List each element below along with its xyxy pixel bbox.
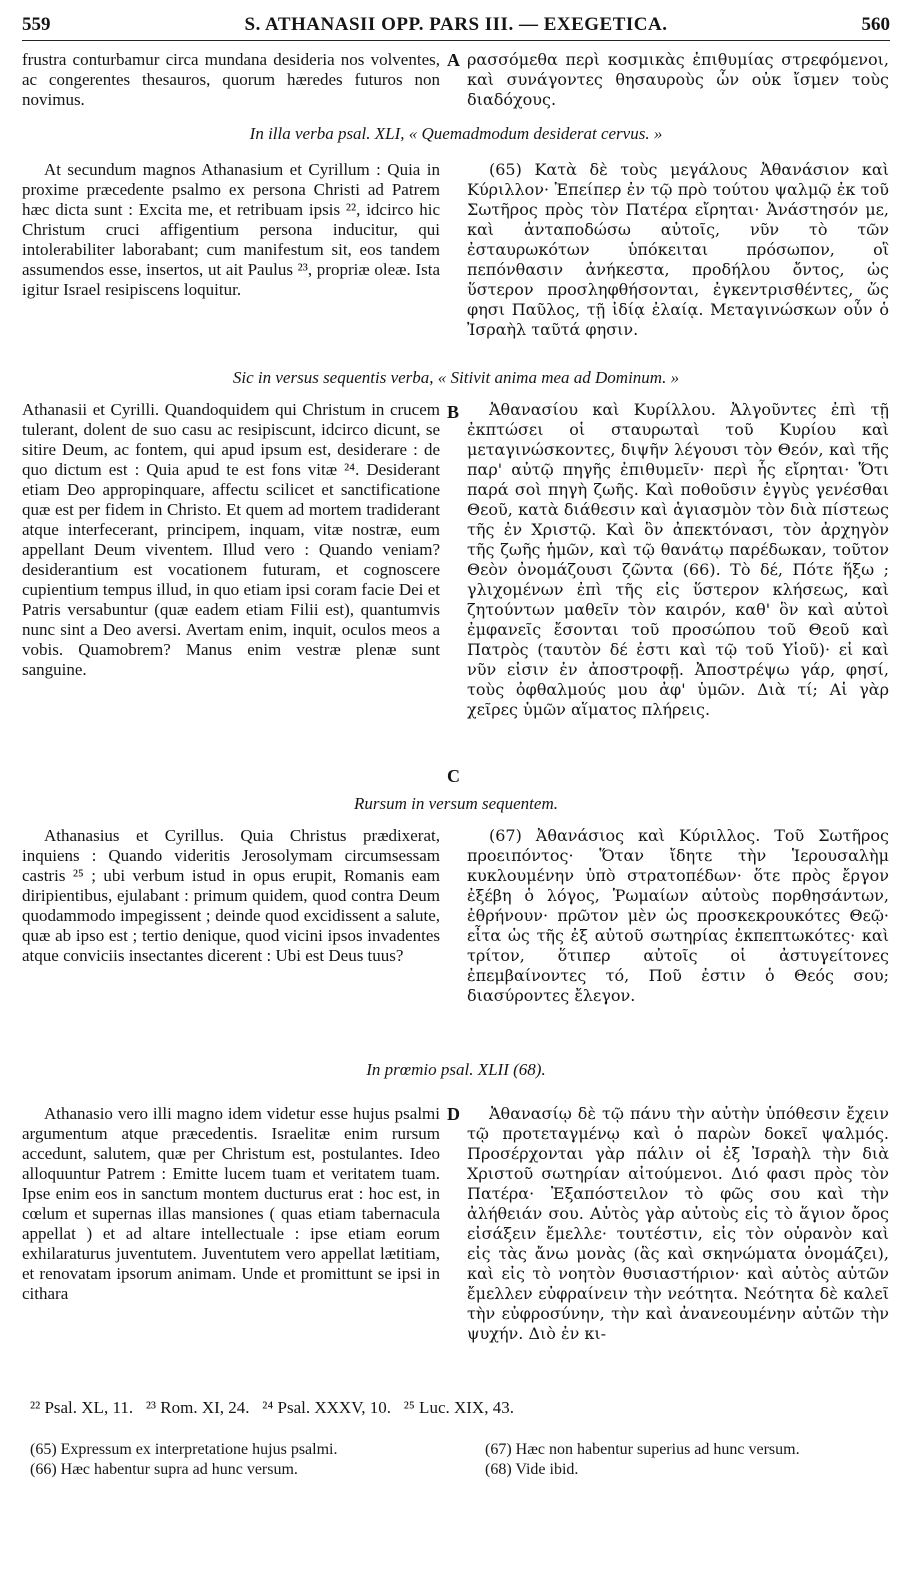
greek-section-4 <box>467 1104 889 1344</box>
greek-continuation <box>467 50 889 110</box>
running-title: S. ATHANASII OPP. PARS III. — EXEGETICA. <box>244 14 668 35</box>
greek-section-3 <box>467 826 889 1006</box>
latin-section-2 <box>22 400 440 680</box>
margin-marker-a: A <box>447 50 460 70</box>
greek-section-2 <box>467 400 889 720</box>
latin-paragraph: frustra conturbamur circa mundana desideria nos volventes, ac congerentes thesauros, quorum hæredes futuros non novimus. <box>22 50 440 109</box>
section-heading: In illa verba psal. XLI, « Quemadmodum desiderat cervus. » <box>249 124 663 143</box>
footnotes-right <box>485 1440 890 1480</box>
footnote-68: (68) Vide ibid. <box>485 1461 579 1478</box>
footnote-67: (67) Hæc non habentur superius ad hunc versum. <box>485 1441 800 1458</box>
running-header <box>22 14 890 41</box>
section-heading: In prœmio psal. XLII (68). <box>366 1060 546 1079</box>
page-number-right: 560 <box>861 14 890 35</box>
scripture-references: ²² Psal. XL, 11. ²³ Rom. XI, 24. ²⁴ Psal. XXXV, 10. ²⁵ Luc. XIX, 43. <box>30 1398 514 1417</box>
footnote-65: (65) Expressum ex interpretatione hujus psalmi. <box>30 1441 338 1458</box>
greek-paragraph: ρασσόμεθα περὶ κοσμικὰς ἐπιθυμίας στρεφόμενοι, καὶ συνάγοντες θησαυροὺς ὧν οὐκ ἴσμεν τοὺς διαδόχους. <box>467 50 889 109</box>
latin-paragraph: At secundum magnos Athanasium et Cyrillum : Quia in proxime præcedente psalmo ex persona Christi ad Patrem hæc dicta sunt : Excita me, et retribuam ipsis ²², idcirco hic Christum cruci affigentium persona inducitur, qui intolerabiliter laborabant; cum manifestum sit, eos tandem assumendos esse, insertos, ut ait Paulus ²³, propriæ oleæ. Ista igitur Israel resipiscens loquitur. <box>22 160 440 299</box>
latin-paragraph: Athanasii et Cyrilli. Quandoquidem qui Christum in crucem tulerant, dolent de suo casu ac resipiscunt, idcirco dicunt, se sitire Deum, ac fontem, qui apud ipsum est, desiderare : de quo dictum est : Quia apud te est fons vitæ ²⁴. Desiderant etiam Deo appropinquare, affectu scilicet et sanctificatione quæ est per fidem in Christo. Et quem ad mortem tradiderant atque interfecerant, principem, inquam, vitæ nostræ, eum appellant Deum viventem. Illud vero : Quando veniam? desiderantium est vocationem futuram, et cognoscere cupientium tempus illud, in quo etiam ipsi coram facie Dei et Patris versabuntur (quæ eadem etiam Filii est), quantumvis nunc sint a Deo aversi. Avertam enim, inquit, oculos meos a vobis. Quamobrem? Manus enim vestræ plenæ sunt sanguine. <box>22 400 440 679</box>
latin-section-4 <box>22 1104 440 1304</box>
footnote-66: (66) Hæc habentur supra ad hunc versum. <box>30 1461 298 1478</box>
margin-marker-d: D <box>447 1104 460 1124</box>
footnotes-left <box>30 1440 450 1480</box>
latin-paragraph: Athanasius et Cyrillus. Quia Christus prædixerat, inquiens : Quando videritis Jerosolymam circumsessam castris ²⁵ ; ubi verbum istud in opus erupit, Romanis eam diripientibus, ejulabant : primum quidem, quod contra Deum quodammodo impegissent ; deinde quod excidissent a salute, quæ ab ipso est ; tertio denique, quod vicini ipsos invadentes atque conviciis insectantes dicerent : Ubi est Deus tuus? <box>22 826 440 965</box>
section-heading: Sic in versus sequentis verba, « Sitivit anima mea ad Dominum. » <box>232 368 680 387</box>
latin-continuation <box>22 50 440 110</box>
greek-paragraph: Ἀθανασίου καὶ Κυρίλλου. Ἀλγοῦντες ἐπὶ τῇ ἐκπτώσει οἱ σταυρωταὶ τοῦ Κυρίου καὶ μεταγινώσκοντες, διψῆν λέγουσι τὸν Θεόν, καὶ τῆς παρ' αὐτῷ πηγῆς ἐπιθυμεῖν· περὶ ἧς εἴρηται· Ὅτι παρά σοὶ πηγὴ ζωῆς. Καὶ ποθοῦσιν ἐγγὺς γενέσθαι Θεοῦ, κατὰ διάθεσιν καὶ ἁγιασμὸν τὸν διὰ πίστεως τῆς ἐν Χριστῷ. Καὶ ὃν ἀπεκτόνασι, τὸν ἀρχηγὸν τῆς ζωῆς ἡμῶν, καὶ τῷ θανάτῳ παρέδωκαν, τοῦτον Θεὸν ὀνομάζουσι ζῶντα (66). Τὸ δέ, Πότε ἥξω ; γλιχομένων ἐπὶ τῆς εἰς ὕστερον κλήσεως, καὶ ζητούντων μαθεῖν τὸν καιρόν, καθ' ὃν καὶ αὐτοὶ ἐμφανεῖς ἔσονται τοῦ προσώπου τοῦ Θεοῦ καὶ Πατρὸς (ταυτὸν δέ ἐστι καὶ τῷ τοῦ Υἱοῦ)· εἰ καὶ νῦν εἰσιν ἐν ἀποστροφῇ. Ἀποστρέψω γάρ, φησί, τοὺς ὀφθαλμούς μου ἀφ' ὑμῶν. Διὰ τί; Αἱ γὰρ χεῖρες ὑμῶν αἵματος πλήρεις. <box>467 400 889 719</box>
greek-paragraph: (67) Ἀθανάσιος καὶ Κύριλλος. Τοῦ Σωτῆρος προειπόντος· Ὅταν ἴδητε τὴν Ἱερουσαλὴμ κυκλουμένην ὑπὸ στρατοπέδων· ὅτε πρὸς ἔργον ἐξέβη ὁ λόγος, Ῥωμαίων αὐτοὺς πορθησάντων, ἐθρήνουν· πρῶτον μὲν ὡς προσκεκρουκότες Θεῷ· εἶτα ὡς τῆς ἐξ αὐτοῦ σωτηρίας ἐκπεπτωκότες· καὶ τρίτον, ὅτιπερ αὐτοῖς οἱ ἀστυγείτονες ἐπεμβαίνοντες τό, Ποῦ ἐστιν ὁ Θεός σου; διασύροντες ἔλεγον. <box>467 826 889 1005</box>
section-heading: Rursum in versum sequentem. <box>354 794 558 813</box>
greek-paragraph: Ἀθανασίῳ δὲ τῷ πάνυ τὴν αὐτὴν ὑπόθεσιν ἔχειν τῷ προτεταγμένῳ καὶ ὁ παρὼν δοκεῖ ψαλμός. Προσέρχονται γὰρ πάλιν οἱ ἐξ Ἰσραὴλ τὴν διὰ Χριστοῦ σωτηρίαν αἰτούμενοι. Διό φασι πρὸς τὸν Πατέρα· Ἐξαπόστειλον τὸ φῶς σου καὶ τὴν ἀλήθειάν σου. Αὐτὸς γὰρ αὐτοὺς εἰς τὸ ἅγιον ὄρος εἰσάξειν ἔμελλε· τουτέστιν, εἰς τὸν οὐρανὸν καὶ εἰς τὰς ἄνω μονὰς (ἃς καὶ σκηνώματα ὀνομάζει), καὶ εἰς τὸ νοητὸν θυσιαστήριον· καὶ αὐτὸς αὐτῶν ἔμελλεν εὐφραίνειν τὴν νεότητα. Νεότητα δὲ καλεῖ τὴν εὐφροσύνην, τὴν καὶ ἀνανεουμένην αὐτῶν τὴν ψυχήν. Διὸ ἐν κι- <box>467 1104 889 1343</box>
greek-section-1 <box>467 160 889 340</box>
greek-paragraph: (65) Κατὰ δὲ τοὺς μεγάλους Ἀθανάσιον καὶ Κύριλλον· Ἐπείπερ ἐν τῷ πρὸ τούτου ψαλμῷ ἐκ τοῦ Σωτῆρος πρὸς τὸν Πατέρα εἴρηται· Ἀνάστησόν με, καὶ ἀνταποδώσω αὐτοῖς, νῦν τὸ τῶν ἐσταυρωκότων ὑπόκειται πρόσωπον, οἳ πεπόνθασιν ἀνήκεστα, προδήλου ὄντος, ὡς ὕστερον προσληφθήσονται, ἐγκεντρισθέντες, ὥς φησι Παῦλος, τῇ ἰδίᾳ ἐλαίᾳ. Μεταγινώσκων οὖν ὁ Ἰσραὴλ ταῦτά φησιν. <box>467 160 889 339</box>
latin-paragraph: Athanasio vero illi magno idem videtur esse hujus psalmi argumentum atque præcedentis. Israelitæ enim rursum accedunt, salutem, quæ per Christum est, postulantes. Ideo alloquuntur Patrem : Emitte lucem tuam et veritatem tuam. Ipse enim eos in sanctum montem ducturus erat : hoc est, in cœlum et supernas illas mansiones ( quas etiam tabernacula appellat ) et ad altare intellectuale : ipse etiam eorum exhilaraturus juventutem. Juventutem vero appellat lætitiam, et renovatam ipsorum animam. Unde et promittunt se ipsi in cithara <box>22 1104 440 1303</box>
margin-marker-c: C <box>447 766 460 786</box>
margin-marker-b: B <box>447 402 460 422</box>
latin-section-1 <box>22 160 440 300</box>
page-number-left: 559 <box>22 14 51 35</box>
latin-section-3 <box>22 826 440 966</box>
